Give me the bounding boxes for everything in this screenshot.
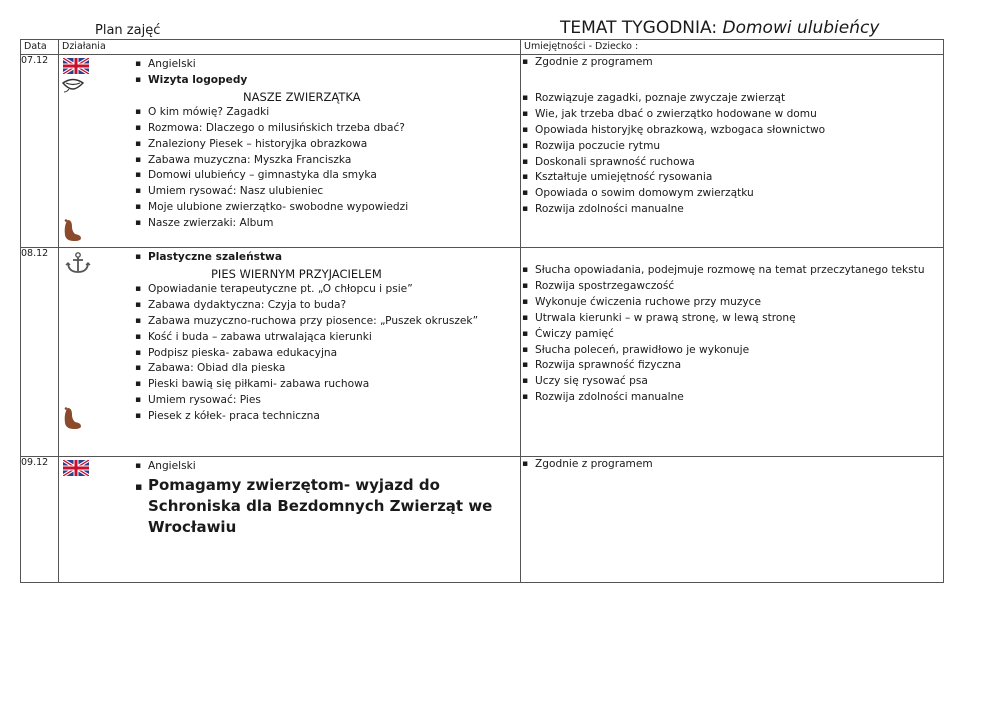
list-item: ▪ Rozwija sprawność fizyczna <box>521 358 943 374</box>
list-item: ▪ Zabawa dydaktyczna: Czyja to buda? <box>134 298 520 314</box>
skills-list <box>521 91 943 218</box>
week-theme <box>560 18 879 38</box>
mouth-icon <box>61 77 85 93</box>
page-title: Plan zajęć <box>95 23 161 38</box>
activities-list-top <box>59 55 520 89</box>
list-item: ▪ Opowiadanie terapeutyczne pt. „O chłopcu i psie” <box>134 282 520 298</box>
anchor-icon <box>65 252 91 274</box>
footprint-icon <box>62 406 84 430</box>
row-skills <box>521 55 944 248</box>
row-skills <box>521 248 944 457</box>
table-row <box>21 457 944 583</box>
list-item: ▪ Nasze zwierzaki: Album <box>134 216 520 232</box>
skills-list <box>521 55 943 71</box>
footprint-icon <box>62 218 84 242</box>
list-item: ▪ Znaleziony Piesek – historyjka obrazkowa <box>134 137 520 153</box>
list-item: ▪ Rozwiązuje zagadki, poznaje zwyczaje zwierząt <box>521 91 943 107</box>
row-date: 09.12 <box>21 457 59 583</box>
table-row <box>21 55 944 248</box>
header-skills: Umiejętności - Dziecko : <box>521 40 944 55</box>
row-date: 07.12 <box>21 55 59 248</box>
activities-list-big <box>59 475 520 538</box>
list-item: ▪ Rozwija poczucie rytmu <box>521 139 943 155</box>
plan-table <box>20 39 944 583</box>
activities-list-top <box>59 457 520 475</box>
header-activities: Działania <box>59 40 521 55</box>
list-item: ▪ Zabawa: Obiad dla pieska <box>134 361 520 377</box>
list-item: ▪ Kształtuje umiejętność rysowania <box>521 170 943 186</box>
list-item: ▪ Wizyta logopedy <box>134 73 520 89</box>
row-skills <box>521 457 944 583</box>
row-activities <box>59 55 521 248</box>
list-item: ▪ O kim mówię? Zagadki <box>134 105 520 121</box>
list-item: ▪ Zgodnie z programem <box>521 55 943 71</box>
list-item: ▪ Słucha poleceń, prawidłowo je wykonuje <box>521 343 943 359</box>
list-item: ▪ Plastyczne szaleństwa <box>134 250 520 266</box>
uk-flag-icon <box>63 58 89 74</box>
list-item: ▪ Kość i buda – zabawa utrwalająca kierunki <box>134 330 520 346</box>
row-heading: PIES WIERNYM PRZYJACIELEM <box>211 266 382 281</box>
list-item: ▪ Utrwala kierunki – w prawą stronę, w lewą stronę <box>521 311 943 327</box>
list-item: ▪ Rozwija spostrzegawczość <box>521 279 943 295</box>
list-item: ▪ Słucha opowiadania, podejmuje rozmowę na temat przeczytanego tekstu <box>521 263 943 279</box>
header-date: Data <box>21 40 59 55</box>
row-activities <box>59 457 521 583</box>
list-item: ▪ Umiem rysować: Pies <box>134 393 520 409</box>
row-heading: NASZE ZWIERZĄTKA <box>243 89 361 104</box>
theme-label: TEMAT TYGODNIA: <box>560 18 718 38</box>
list-item: ▪ Podpisz pieska- zabawa edukacyjna <box>134 346 520 362</box>
list-item: ▪ Rozwija zdolności manualne <box>521 202 943 218</box>
row-activities <box>59 248 521 457</box>
row-date: 08.12 <box>21 248 59 457</box>
list-item: ▪ Rozmowa: Dlaczego o milusińskich trzeba dbać? <box>134 121 520 137</box>
activities-list <box>59 282 520 425</box>
list-item: ▪ Angielski <box>134 459 520 475</box>
skills-list <box>521 263 943 406</box>
list-item: ▪ Umiem rysować: Nasz ulubieniec <box>134 184 520 200</box>
list-item: ▪ Piesek z kółek- praca techniczna <box>134 409 520 425</box>
list-item: ▪ Moje ulubione zwierzątko- swobodne wypowiedzi <box>134 200 520 216</box>
list-item: ▪ Zabawa muzyczno-ruchowa przy piosence: „Puszek okruszek” <box>134 314 520 330</box>
table-header-row <box>21 40 944 55</box>
list-item: ▪ Uczy się rysować psa <box>521 374 943 390</box>
theme-value: Domowi ulubieńcy <box>722 18 880 38</box>
skills-list <box>521 457 943 473</box>
activities-list-top <box>59 248 520 266</box>
table-row <box>21 248 944 457</box>
activities-list <box>59 105 520 232</box>
list-item: ▪ Opowiada historyjkę obrazkową, wzbogaca słownictwo <box>521 123 943 139</box>
list-item: ▪ Opowiada o sowim domowym zwierzątku <box>521 186 943 202</box>
list-item: ▪ Rozwija zdolności manualne <box>521 390 943 406</box>
list-item: ▪ Zabawa muzyczna: Myszka Franciszka <box>134 153 520 169</box>
list-item: ▪ Pomagamy zwierzętom- wyjazd do Schroniska dla Bezdomnych Zwierząt we Wrocławiu <box>134 475 506 538</box>
list-item: ▪ Wie, jak trzeba dbać o zwierzątko hodowane w domu <box>521 107 943 123</box>
uk-flag-icon <box>63 460 89 476</box>
list-item: ▪ Wykonuje ćwiczenia ruchowe przy muzyce <box>521 295 943 311</box>
list-item: ▪ Pieski bawią się piłkami- zabawa ruchowa <box>134 377 520 393</box>
list-item: ▪ Zgodnie z programem <box>521 457 943 473</box>
list-item: ▪ Angielski <box>134 57 520 73</box>
list-item: ▪ Doskonali sprawność ruchowa <box>521 155 943 171</box>
list-item: ▪ Ćwiczy pamięć <box>521 327 943 343</box>
list-item: ▪ Domowi ulubieńcy – gimnastyka dla smyka <box>134 168 520 184</box>
